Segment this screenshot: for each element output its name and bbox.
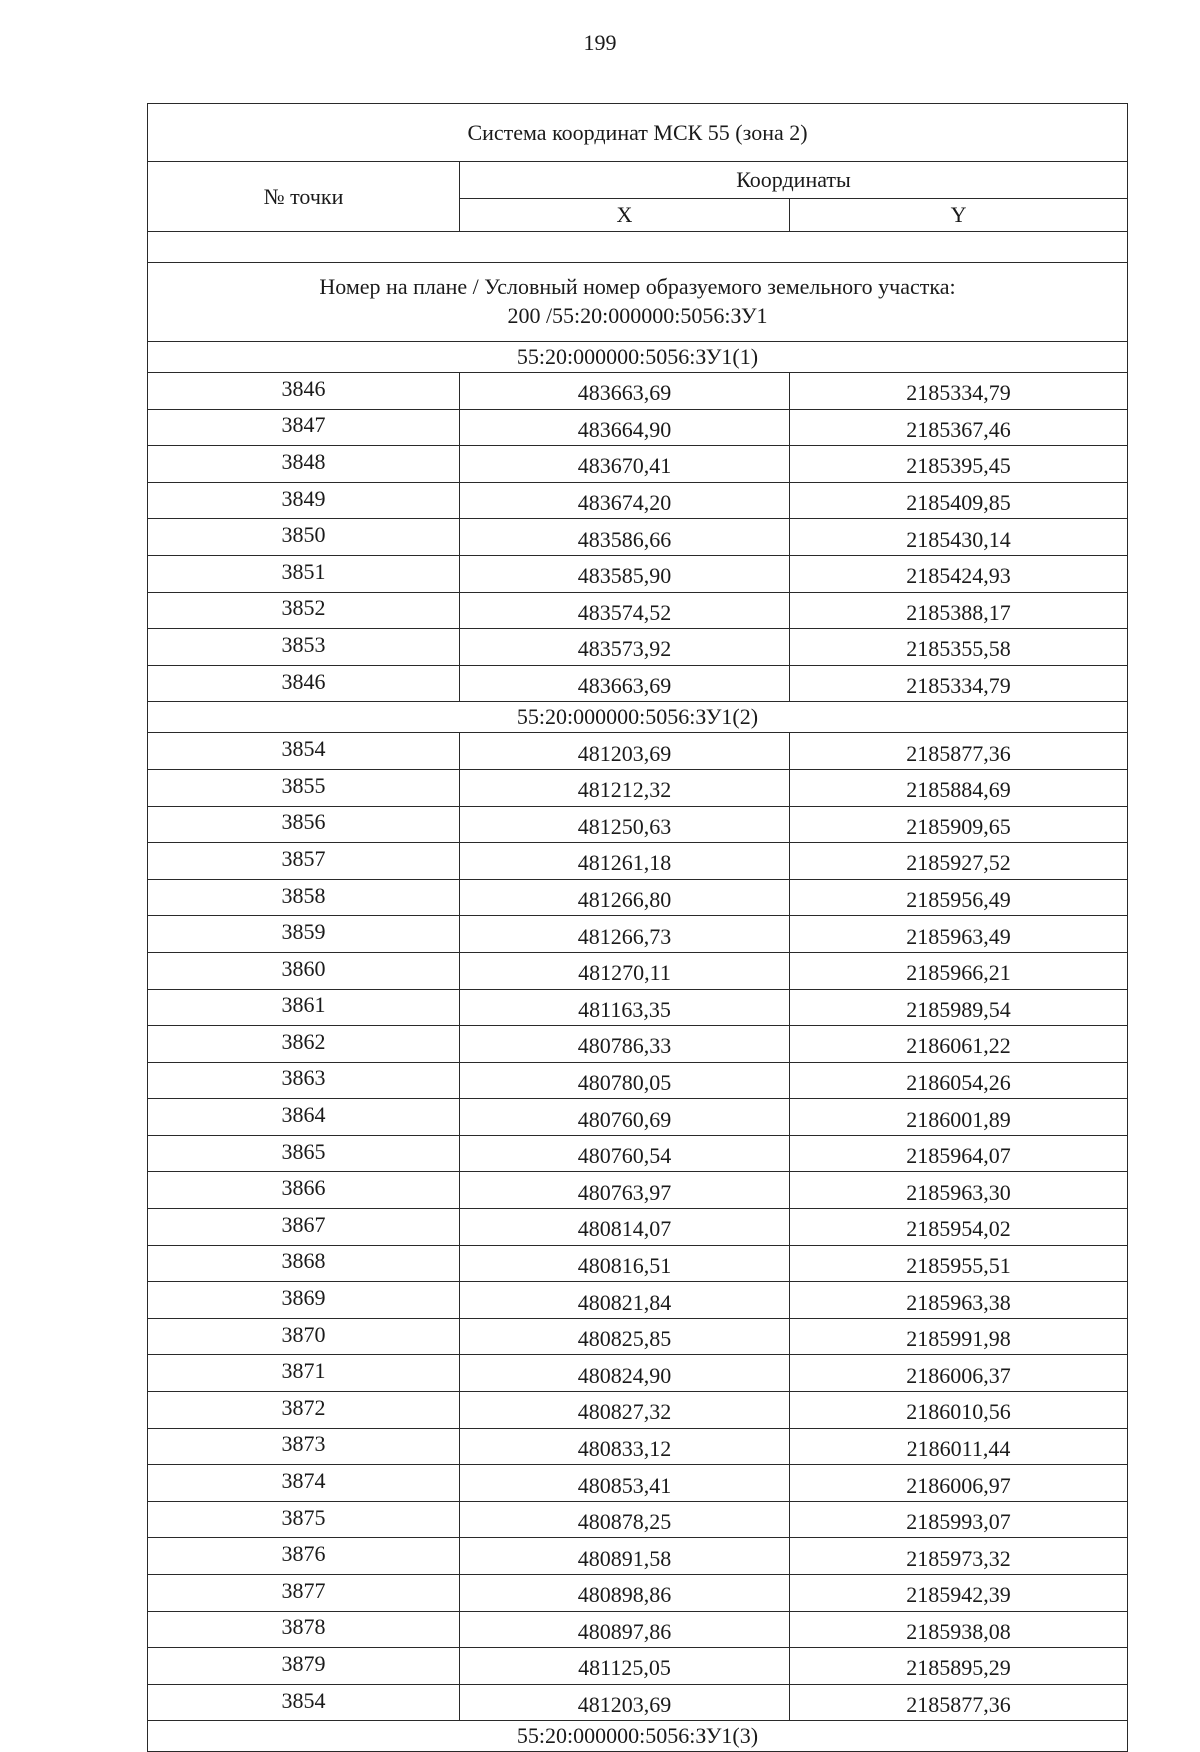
point-number: 3854 [148, 1684, 460, 1721]
point-number: 3864 [148, 1099, 460, 1136]
y-coordinate: 2185409,85 [790, 482, 1128, 519]
x-coordinate: 480897,86 [460, 1611, 790, 1648]
point-number: 3877 [148, 1575, 460, 1612]
y-coordinate: 2186006,97 [790, 1465, 1128, 1502]
point-number: 3849 [148, 482, 460, 519]
table-row [148, 1465, 1128, 1502]
point-number: 3851 [148, 555, 460, 592]
plan-number-row [148, 263, 1128, 342]
x-coordinate: 480780,05 [460, 1062, 790, 1099]
y-coordinate: 2186011,44 [790, 1428, 1128, 1465]
table-row [148, 1355, 1128, 1392]
y-coordinate: 2185388,17 [790, 592, 1128, 629]
table-row [148, 1209, 1128, 1246]
spacer-row [148, 232, 1128, 263]
point-number: 3846 [148, 665, 460, 702]
table-row [148, 1026, 1128, 1063]
y-coordinate: 2186054,26 [790, 1062, 1128, 1099]
point-number: 3870 [148, 1318, 460, 1355]
y-coordinate: 2185966,21 [790, 952, 1128, 989]
point-number: 3847 [148, 409, 460, 446]
section-header-row [148, 342, 1128, 373]
x-coordinate: 481203,69 [460, 733, 790, 770]
x-coordinate: 480760,69 [460, 1099, 790, 1136]
table-row [148, 446, 1128, 483]
point-number: 3874 [148, 1465, 460, 1502]
point-number: 3853 [148, 629, 460, 666]
table-row [148, 1172, 1128, 1209]
table-row [148, 1611, 1128, 1648]
x-coordinate: 480853,41 [460, 1465, 790, 1502]
y-coordinate: 2185355,58 [790, 629, 1128, 666]
point-number: 3869 [148, 1282, 460, 1319]
point-number: 3873 [148, 1428, 460, 1465]
x-coordinate: 480833,12 [460, 1428, 790, 1465]
y-coordinate: 2185955,51 [790, 1245, 1128, 1282]
point-number: 3848 [148, 446, 460, 483]
table-row [148, 879, 1128, 916]
section-header-row [148, 1721, 1128, 1752]
point-number: 3857 [148, 843, 460, 880]
table-row [148, 769, 1128, 806]
y-coordinate: 2185424,93 [790, 555, 1128, 592]
y-coordinate: 2185884,69 [790, 769, 1128, 806]
y-coordinate: 2185877,36 [790, 733, 1128, 770]
x-coordinate: 483663,69 [460, 373, 790, 410]
x-coordinate: 483670,41 [460, 446, 790, 483]
x-coordinate: 483574,52 [460, 592, 790, 629]
table-row [148, 1648, 1128, 1685]
x-coordinate: 480825,85 [460, 1318, 790, 1355]
table-row [148, 1245, 1128, 1282]
y-coordinate: 2185963,49 [790, 916, 1128, 953]
x-coordinate: 480786,33 [460, 1026, 790, 1063]
x-coordinate: 480878,25 [460, 1501, 790, 1538]
point-number: 3872 [148, 1392, 460, 1429]
y-coordinate: 2185927,52 [790, 843, 1128, 880]
table-row [148, 843, 1128, 880]
y-coordinate: 2186001,89 [790, 1099, 1128, 1136]
x-coordinate: 481261,18 [460, 843, 790, 880]
x-coordinate: 480821,84 [460, 1282, 790, 1319]
point-number: 3856 [148, 806, 460, 843]
table-row [148, 1318, 1128, 1355]
table-row [148, 482, 1128, 519]
table-row [148, 1428, 1128, 1465]
point-number: 3866 [148, 1172, 460, 1209]
y-coordinate: 2185956,49 [790, 879, 1128, 916]
table-row [148, 1684, 1128, 1721]
table-row [148, 1099, 1128, 1136]
x-coordinate: 480824,90 [460, 1355, 790, 1392]
x-coordinate: 481125,05 [460, 1648, 790, 1685]
plan-number-value: 200 /55:20:000000:5056:ЗУ1 [507, 303, 768, 328]
section-label: 55:20:000000:5056:ЗУ1(1) [148, 342, 1128, 373]
point-number: 3875 [148, 1501, 460, 1538]
table-row [148, 1392, 1128, 1429]
y-coordinate: 2185895,29 [790, 1648, 1128, 1685]
y-coordinate: 2185964,07 [790, 1135, 1128, 1172]
y-coordinate: 2185430,14 [790, 519, 1128, 556]
point-number: 3860 [148, 952, 460, 989]
point-number: 3854 [148, 733, 460, 770]
x-coordinate: 481203,69 [460, 1684, 790, 1721]
y-coordinate: 2186010,56 [790, 1392, 1128, 1429]
table-row [148, 1135, 1128, 1172]
table-row [148, 409, 1128, 446]
y-coordinate: 2185909,65 [790, 806, 1128, 843]
x-header: X [460, 199, 790, 232]
point-number: 3859 [148, 916, 460, 953]
table-row [148, 806, 1128, 843]
section-header-row [148, 702, 1128, 733]
plan-number-cell [148, 263, 1128, 342]
point-number: 3876 [148, 1538, 460, 1575]
coordinates-table-body [148, 104, 1128, 1752]
y-coordinate: 2186006,37 [790, 1355, 1128, 1392]
y-coordinate: 2185991,98 [790, 1318, 1128, 1355]
y-coordinate: 2185963,30 [790, 1172, 1128, 1209]
x-coordinate: 481270,11 [460, 952, 790, 989]
x-coordinate: 483586,66 [460, 519, 790, 556]
y-coordinate: 2185395,45 [790, 446, 1128, 483]
point-number: 3850 [148, 519, 460, 556]
x-coordinate: 481212,32 [460, 769, 790, 806]
table-row [148, 1282, 1128, 1319]
x-coordinate: 480763,97 [460, 1172, 790, 1209]
y-header: Y [790, 199, 1128, 232]
y-coordinate: 2185973,32 [790, 1538, 1128, 1575]
x-coordinate: 481163,35 [460, 989, 790, 1026]
y-coordinate: 2185942,39 [790, 1575, 1128, 1612]
table-row [148, 1538, 1128, 1575]
x-coordinate: 483674,20 [460, 482, 790, 519]
table-row [148, 916, 1128, 953]
y-coordinate: 2185938,08 [790, 1611, 1128, 1648]
point-number: 3871 [148, 1355, 460, 1392]
x-coordinate: 481250,63 [460, 806, 790, 843]
y-coordinate: 2185993,07 [790, 1501, 1128, 1538]
x-coordinate: 483664,90 [460, 409, 790, 446]
coordinates-header: Координаты [460, 162, 1128, 199]
point-number: 3861 [148, 989, 460, 1026]
x-coordinate: 480814,07 [460, 1209, 790, 1246]
point-number: 3867 [148, 1209, 460, 1246]
table-row [148, 592, 1128, 629]
table-row [148, 1501, 1128, 1538]
system-title-row [148, 104, 1128, 162]
y-coordinate: 2185963,38 [790, 1282, 1128, 1319]
section-label: 55:20:000000:5056:ЗУ1(2) [148, 702, 1128, 733]
table-row [148, 989, 1128, 1026]
point-number: 3865 [148, 1135, 460, 1172]
x-coordinate: 481266,80 [460, 879, 790, 916]
table-row [148, 555, 1128, 592]
y-coordinate: 2185334,79 [790, 665, 1128, 702]
table-row [148, 1062, 1128, 1099]
y-coordinate: 2185989,54 [790, 989, 1128, 1026]
table-row [148, 1575, 1128, 1612]
y-coordinate: 2185367,46 [790, 409, 1128, 446]
point-number: 3879 [148, 1648, 460, 1685]
x-coordinate: 480891,58 [460, 1538, 790, 1575]
table-row [148, 952, 1128, 989]
system-title: Система координат МСК 55 (зона 2) [148, 104, 1128, 162]
x-coordinate: 483573,92 [460, 629, 790, 666]
coordinates-table [147, 103, 1128, 1752]
coordinates-header-row [148, 162, 1128, 199]
y-coordinate: 2185334,79 [790, 373, 1128, 410]
point-number: 3863 [148, 1062, 460, 1099]
x-coordinate: 480827,32 [460, 1392, 790, 1429]
page-number: 199 [583, 30, 617, 55]
point-number: 3852 [148, 592, 460, 629]
point-number: 3846 [148, 373, 460, 410]
point-number: 3855 [148, 769, 460, 806]
point-number: 3868 [148, 1245, 460, 1282]
point-number: 3878 [148, 1611, 460, 1648]
y-coordinate: 2185877,36 [790, 1684, 1128, 1721]
point-number: 3858 [148, 879, 460, 916]
x-coordinate: 480898,86 [460, 1575, 790, 1612]
x-coordinate: 481266,73 [460, 916, 790, 953]
x-coordinate: 480760,54 [460, 1135, 790, 1172]
point-number: 3862 [148, 1026, 460, 1063]
y-coordinate: 2185954,02 [790, 1209, 1128, 1246]
table-row [148, 629, 1128, 666]
table-row [148, 733, 1128, 770]
plan-number-label: Номер на плане / Условный номер образуемого земельного участка: [319, 274, 956, 300]
x-coordinate: 483585,90 [460, 555, 790, 592]
x-coordinate: 483663,69 [460, 665, 790, 702]
point-number-header: № точки [148, 162, 460, 232]
x-coordinate: 480816,51 [460, 1245, 790, 1282]
spacer-cell [148, 232, 1128, 263]
table-row [148, 519, 1128, 556]
table-row [148, 665, 1128, 702]
table-row [148, 373, 1128, 410]
y-coordinate: 2186061,22 [790, 1026, 1128, 1063]
section-label: 55:20:000000:5056:ЗУ1(3) [148, 1721, 1128, 1752]
